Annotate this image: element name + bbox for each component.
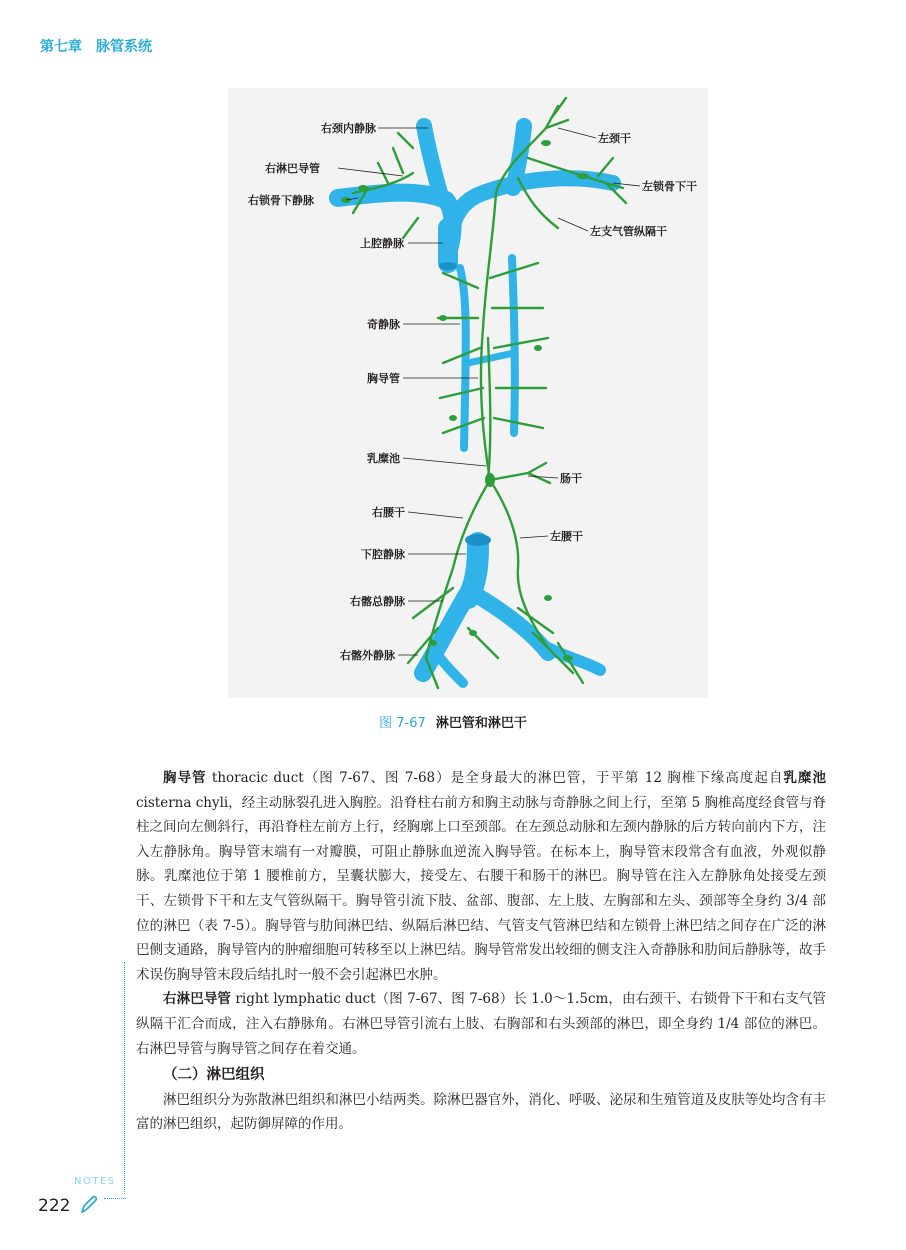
label-inferior-vena-cava: 下腔静脉 [361,548,405,561]
figure-title: 淋巴管和淋巴干 [435,716,527,731]
label-intestinal-trunk: 肠干 [560,472,582,485]
thoracic-duct-parallel [488,338,490,480]
paragraph-right-lymphatic-duct [136,987,826,1061]
label-cisterna-chyli: 乳糜池 [367,452,400,465]
label-thoracic-duct: 胸导管 [367,372,400,385]
lymph-illustration [228,88,708,698]
ivc-opening [465,534,491,546]
svc-opening [439,262,457,270]
pencil-icon [78,1194,100,1216]
paragraph1-text2: cisterna chyli，经主动脉裂孔进入胸腔。沿脊柱右前方和胸主动脉与奇静脉之间上行，至第 5 胸椎高度经食管与脊柱之间向左侧斜行，再沿脊柱左前方上行，经胸廓上口至颈部。在左颈总动脉和左颈内静脉的后方转向前内下方，注入左静脉角。胸导管末端有一对瓣膜，可阻止静脉血逆流入胸导管。在标本上，胸导管末段常含有血液，外观似静脉。乳糜池位于第 1 腰椎前方，呈囊状膨大，接受左、右腰干和肠干的淋巴。胸导管在注入左静脉角处接受左颈干、左锁骨下干和左支气管纵隔干。胸导管引流下肢、盆部、腹部、左上肢、左胸部和左头、颈部等全身约 3/4 部位的淋巴（表 7-5）。胸导管与肋间淋巴结、纵隔后淋巴结、气管支气管淋巴结和左锁骨上淋巴结之间存在广泛的淋巴侧支通路，胸导管内的肿瘤细胞可转移至以上淋巴结。胸导管常发出较细的侧支注入奇静脉和肋间后静脉等，故手术误伤胸导管末段后结扎时一般不会引起淋巴水肿。 [136,794,826,983]
azygos-cross [468,353,514,363]
paragraph1-text1: thoracic duct（图 7-67、图 7-68）是全身最大的淋巴管，于平第 12 胸椎下缘高度起自 [206,770,784,786]
paragraph2-text: right lymphatic duct（图 7-67、图 7-68）长 1.0～1.5cm，由右颈干、右锁骨下干和右支气管纵隔干汇合而成，注入右静脉角。右淋巴导管引流右上肢、右胸部和右头颈部的淋巴，即全身约 1/4 部位的淋巴。右淋巴导管与胸导管之间存在着交通。 [136,991,826,1057]
term-right-lymphatic-duct: 右淋巴导管 [163,991,232,1008]
label-right-subclavian-vein: 右锁骨下静脉 [248,194,314,207]
lymph-figure [228,88,708,698]
term-cisterna-chyli: 乳糜池 [783,770,827,786]
paragraph-lymphoid-tissue: 淋巴组织分为弥散淋巴组织和淋巴小结两类。除淋巴器官外，消化、呼吸、泌尿和生殖管道及皮肤等处均含有丰富的淋巴组织，起防御屏障的作用。 [136,1091,826,1133]
chapter-label: 第七章 [40,39,82,55]
label-right-internal-jugular: 右颈内静脉 [321,122,376,135]
body-text [136,766,826,1137]
figure-caption [0,712,906,731]
azygos-vein [460,268,466,448]
label-right-lymphatic-duct: 右淋巴导管 [265,162,320,175]
running-header [40,36,152,56]
paragraph-thoracic-duct [136,766,826,987]
term-thoracic-duct: 胸导管 [163,770,207,786]
right-internal-jugular-vein [424,126,440,193]
page-number: 222 [38,1196,71,1216]
figure-number: 图 7-67 [379,716,426,731]
label-right-common-iliac: 右髂总静脉 [350,595,405,608]
label-left-subclavian-trunk: 左锁骨下干 [642,180,697,193]
left-brachiocephalic-vein [450,178,613,233]
label-superior-vena-cava: 上腔静脉 [360,237,404,250]
label-right-external-iliac: 右髂外静脉 [340,649,395,662]
left-jugular-trunk [546,98,568,128]
section-label: 脉管系统 [96,39,152,55]
label-right-lumbar-trunk: 右腰干 [372,506,405,519]
label-left-jugular-trunk: 左颈干 [598,132,631,145]
label-left-bronchomediastinal-trunk: 左支气管纵隔干 [590,225,667,238]
intestinal-trunk [490,463,550,483]
notes-margin-line [124,962,125,1194]
footer-dotted-line [104,1198,126,1199]
label-azygos-vein: 奇静脉 [367,318,400,331]
label-left-lumbar-trunk: 左腰干 [550,530,583,543]
notes-label: NOTES [74,1176,116,1187]
subheading-lymphoid-tissue: （二）淋巴组织 [163,1067,265,1084]
